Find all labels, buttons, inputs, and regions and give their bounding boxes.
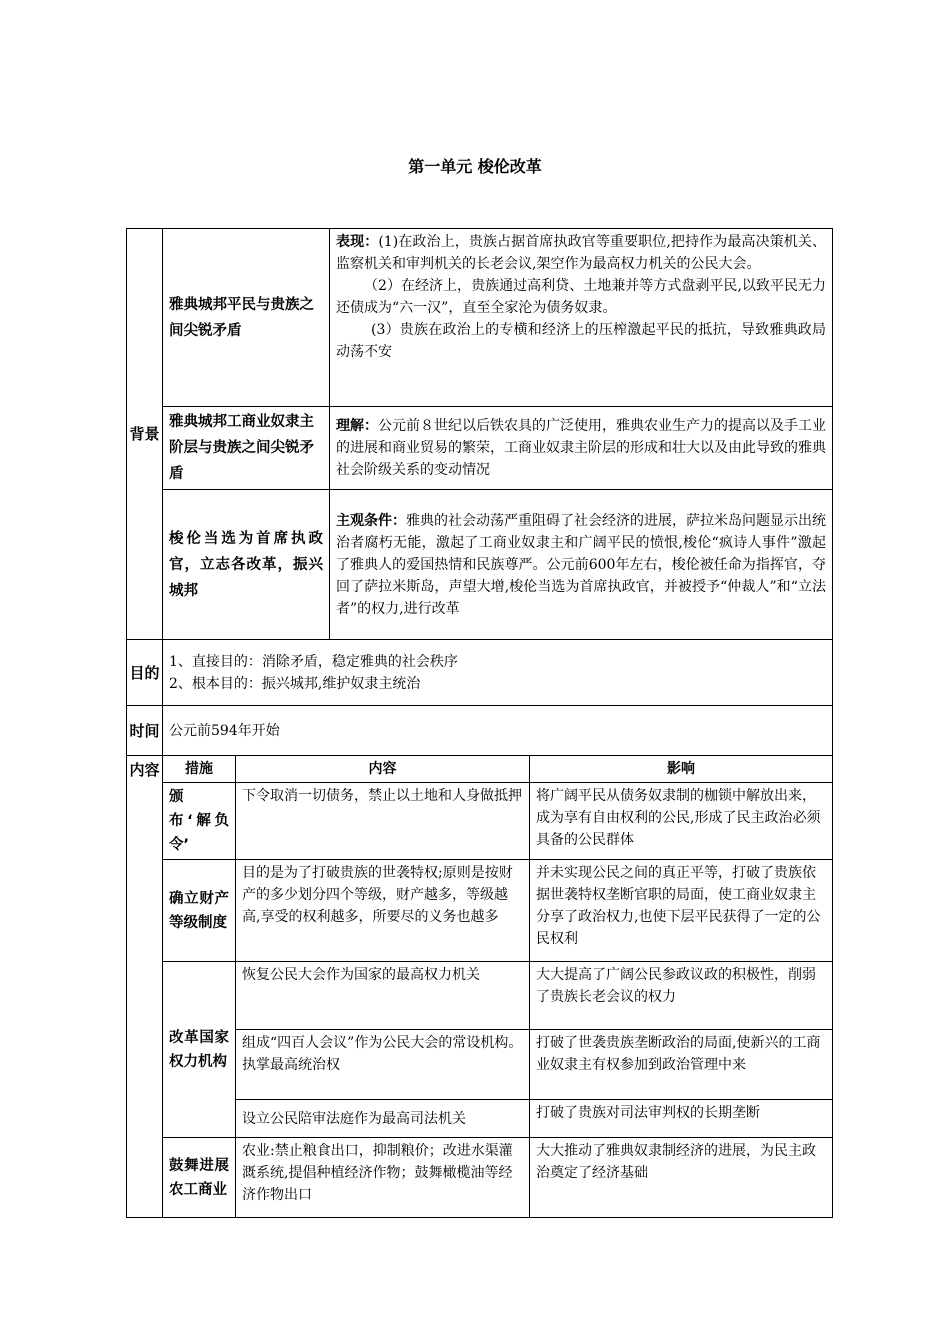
purpose-line-2: 2、根本目的：振兴城邦,维护奴隶主统治	[169, 675, 421, 692]
background-p3: (3）贵族在政治上的专横和经济上的压榨激起平民的抵抗，导致雅典政局动荡不安	[336, 322, 827, 360]
time-label: 时间	[127, 706, 163, 756]
background-heading-3: 梭伦当选为首席执政官，立志各改革，振兴城邦	[163, 490, 330, 640]
measure-content-3a: 恢复公民大会作为国家的最高权力机关	[236, 962, 530, 1030]
background-text-2-body: 公元前８世纪以后铁农具的广泛使用，雅典农业生产力的提高以及手工业的进展和商业贸易的繁荣，工商业奴隶主阶层的形成和壮大以及由此导致的雅典社会阶级关系的变动情况	[336, 418, 827, 478]
measure-content-2: 目的是为了打破贵族的世袭特权;原则是按财产的多少划分四个等级，财产越多，等级越高,享受的权利越多，所要尽的义务也越多	[236, 860, 530, 962]
measure-content-4: 农业:禁止粮食出口，抑制粮价；改进水渠灌溉系统,提倡种植经济作物；鼓舞橄榄油等经济作物出口	[236, 1138, 530, 1218]
purpose-row	[127, 640, 833, 706]
background-text-2	[330, 407, 833, 490]
measure-impact-3a: 大大提高了广阔公民参政议政的积极性，削弱了贵族长老会议的权力	[530, 962, 833, 1030]
time-row	[127, 706, 833, 756]
lead-label: 理解：	[336, 418, 379, 434]
header-impact: 影响	[530, 756, 833, 783]
measure-name-3: 改革国家权力机构	[163, 962, 236, 1138]
measure-impact-3c: 打破了贵族对司法审判权的长期垄断	[530, 1100, 833, 1138]
reform-table	[126, 228, 833, 1218]
measure-content-1: 下令取消一切债务，禁止以土地和人身做抵押	[236, 783, 530, 860]
background-heading-2: 雅典城邦工商业奴隶主阶层与贵族之间尖锐矛盾	[163, 407, 330, 490]
header-content: 内容	[236, 756, 530, 783]
background-heading-1: 雅典城邦平民与贵族之间尖锐矛盾	[163, 229, 330, 407]
background-row-1	[127, 229, 833, 407]
measure-row-2	[127, 860, 833, 962]
content-label: 内容	[127, 756, 163, 1218]
measure-impact-2: 并未实现公民之间的真正平等，打破了贵族依据世袭特权垄断官职的局面，使工商业奴隶主分享了政治权力,也使下层平民获得了一定的公民权利	[530, 860, 833, 962]
purpose-label: 目的	[127, 640, 163, 706]
measure-name-2: 确立财产等级制度	[163, 860, 236, 962]
measure-impact-3b: 打破了世袭贵族垄断政治的局面,使新兴的工商业奴隶主有权参加到政治管理中来	[530, 1030, 833, 1100]
background-row-3	[127, 490, 833, 640]
measure-row-1	[127, 783, 833, 860]
background-text-3	[330, 490, 833, 640]
purpose-text	[163, 640, 833, 706]
measure-impact-4: 大大推动了雅典奴隶制经济的进展，为民主政治奠定了经济基础	[530, 1138, 833, 1218]
lead-label: 表现：	[336, 234, 379, 250]
background-label: 背景	[127, 229, 163, 640]
background-text-1	[330, 229, 833, 407]
background-row-2	[127, 407, 833, 490]
measure-content-3c: 设立公民陪审法庭作为最高司法机关	[236, 1100, 530, 1138]
content-header-row	[127, 756, 833, 783]
purpose-line-1: 1、直接目的：消除矛盾，稳定雅典的社会秩序	[169, 653, 458, 670]
measure-name-1: 颁 布‘解负令’	[163, 783, 236, 860]
time-value: 公元前594年开始	[163, 706, 833, 756]
measure-impact-1: 将广阔平民从债务奴隶制的枷锁中解放出来，成为享有自由权利的公民,形成了民主政治必须具备的公民群体	[530, 783, 833, 860]
measure-row-4	[127, 1138, 833, 1218]
lead-label: 主观条件：	[336, 512, 407, 529]
measure-name-4: 鼓舞进展农工商业	[163, 1138, 236, 1218]
background-p1: (1)在政治上，贵族占据首席执政官等重要职位,把持作为最高决策机关、监察机关和审判机关的长老会议,架空作为最高权力机关的公民大会。	[336, 234, 827, 272]
page-title: 第一单元 梭伦改革	[408, 157, 542, 176]
background-p2: （2）在经济上，贵族通过高利贷、土地兼并等方式盘剥平民,以致平民无力还债成为“六一汉”，直至全家沦为债务奴隶。	[336, 278, 827, 316]
measure-row-3a	[127, 962, 833, 1030]
measure-content-3b: 组成“四百人会议”作为公民大会的常设机构。执掌最高统治权	[236, 1030, 530, 1100]
background-text-3-body: 雅典的社会动荡严重阻碍了社会经济的进展，萨拉米岛问题显示出统治者腐朽无能，激起了工商业奴隶主和广阔平民的愤恨,梭伦“疯诗人事件”激起了雅典人的爱国热情和民族尊严。公元前600年左右，梭伦被任命为指挥官，夺回了萨拉米斯岛，声望大增,梭伦当选为首席执政官，并被授予“仲裁人”和“立法者”的权力,进行改革	[336, 512, 827, 617]
header-measure: 措施	[163, 756, 236, 783]
